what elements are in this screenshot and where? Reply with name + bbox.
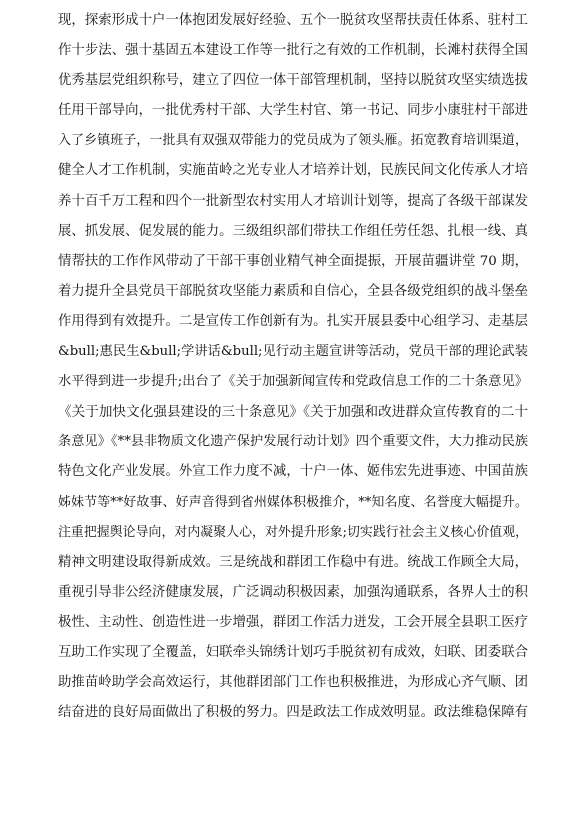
text-line: 任用干部导向，一批优秀村干部、大学生村官、第一书记、同步小康驻村干部进 (58, 103, 528, 119)
text-line: 精神文明建设取得新成效。三是统战和群团工作稳中有进。统战工作顾全大局， (58, 554, 528, 570)
text-line: 姊妹节等**好故事、好声音得到省州媒体积极推介，**知名度、名誉度大幅提升。 (58, 494, 528, 510)
text-line: 作用得到有效提升。二是宣传工作创新有为。扎实开展县委中心组学习、走基层 (58, 313, 528, 329)
text-line: 注重把握舆论导向，对内凝聚人心，对外提升形象;切实践行社会主义核心价值观， (58, 524, 528, 540)
text-line: 助推苗岭助学会高效运行，其他群团部门工作也积极推进，为形成心齐气顺、团 (58, 675, 528, 691)
text-line: 作十步法、强十基固五本建设工作等一批行之有效的工作机制，长滩村获得全国 (58, 43, 528, 59)
text-line: 互助工作实现了全覆盖，妇联牵头锦绣计划巧手脱贫初有成效，妇联、团委联合 (58, 644, 528, 660)
text-line: 养十百千万工程和四个一批新型农村实用人才培训计划等，提高了各级干部谋发 (58, 193, 528, 209)
text-line: 入了乡镇班子，一批具有双强双带能力的党员成为了领头雁。拓宽教育培训渠道， (58, 133, 528, 149)
text-line: 特色文化产业发展。外宣工作力度不减，十户一体、姬伟宏先进事迹、中国苗族 (58, 464, 528, 480)
text-line: 重视引导非公经济健康发展，广泛调动积极因素，加强沟通联系，各界人士的积 (58, 584, 528, 600)
text-line: 着力提升全县党员干部脱贫攻坚能力素质和自信心，全县各级党组织的战斗堡垒 (58, 283, 528, 299)
text-line: 健全人才工作机制，实施苗岭之光专业人才培养计划，民族民间文化传承人才培 (58, 163, 528, 179)
text-line: 水平得到进一步提升;出台了《关于加强新闻宣传和党政信息工作的二十条意见》 (58, 374, 528, 390)
text-line: 展、抓发展、促发展的能力。三级组织部们带扶工作组任劳任怨、扎根一线、真 (58, 223, 528, 239)
text-line: &bull;惠民生&bull;学讲话&bull;见行动主题宣讲等活动，党员干部的理论武装 (58, 344, 528, 360)
text-line: 现，探索形成十户一体抱团发展好经验、五个一脱贫攻坚帮扶责任体系、驻村工 (58, 13, 528, 28)
text-line: 结奋进的良好局面做出了积极的努力。四是政法工作成效明显。政法维稳保障有 (58, 705, 528, 721)
text-line: 情帮扶的工作作风带动了干部干事创业精气神全面提振，开展苗疆讲堂 70 期， (58, 253, 528, 269)
text-line: 极性、主动性、创造性进一步增强，群团工作活力迸发，工会开展全县职工医疗 (58, 614, 528, 630)
body-text (58, 6, 528, 728)
text-line: 《关于加快文化强县建设的三十条意见》《关于加强和改进群众宣传教育的二十 (58, 404, 528, 421)
text-line: 优秀基层党组织称号，建立了四位一体干部管理机制，坚持以脱贫攻坚实绩选拔 (58, 73, 528, 89)
text-line: 条意见》《**县非物质文化遗产保护发展行动计划》四个重要文件，大力推动民族 (58, 434, 528, 450)
